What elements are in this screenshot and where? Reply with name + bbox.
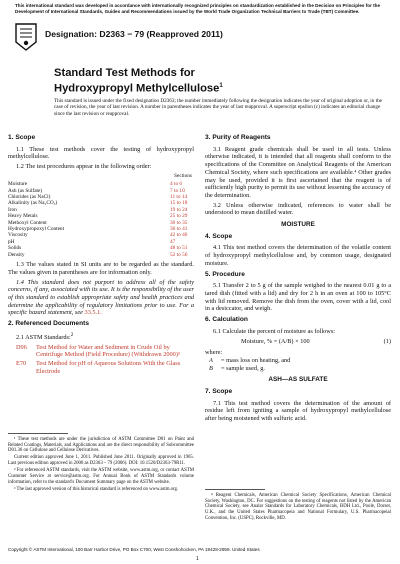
hazard-link[interactable]: 33.5.1.: [84, 309, 102, 317]
section-5-heading: 5. Procedure: [205, 270, 245, 278]
footnote-ref-2[interactable]: 2: [70, 331, 74, 338]
right-footnotes: [205, 485, 391, 523]
reference-title[interactable]: Test Method for pH of Aqueous Solutions With the Glass Electrode: [36, 359, 181, 375]
ash-heading: ASH—AS SULFATE: [268, 376, 328, 384]
where-block: [205, 349, 391, 372]
title-line-2-text: Hydroxypropyl Methylcellulose: [54, 82, 220, 95]
table-row: Alkalinity (as Na₂CO₃) 15 to 18: [8, 200, 188, 207]
section-1-heading: 1. Scope: [8, 134, 36, 141]
equation-text: Moisture, % = (A/B) × 100: [241, 338, 310, 346]
reference-code[interactable]: D96: [16, 343, 27, 351]
astm-logo-icon: [14, 22, 38, 52]
footnote-4: ⁴ Reagent Chemicals, American Chemical Society Specifications, American Chemical Society, Washington, DC. For suggestions on the testing of reagents not listed by the American Chemical Society, see Analar Standards for Laboratory Chemicals, BDH Ltd., Poole, Dorset, U.K., and the United States Pharmacopeia and National Formulary, U.S. Pharmacopeial Convention, Inc. (USPC), Rockville, MD.: [205, 492, 391, 522]
table-row: Moisture 4 to 6: [8, 181, 183, 188]
left-column: [8, 131, 194, 376]
table-row: Density 52 to 56: [8, 251, 188, 258]
table-row: Ash (as Sulfate) 7 to 10: [8, 187, 185, 194]
paragraph-3-2: 3.2 Unless otherwise indicated, references to water shall be understood to mean distilled water.: [205, 201, 391, 217]
where-label: where:: [205, 349, 223, 357]
left-footnotes: [8, 429, 194, 494]
table-row: Solids 48 to 51: [8, 245, 188, 252]
footnote-divider: [8, 433, 68, 434]
table-row: Chlorides (as NaCl) 11 to 14: [8, 194, 188, 201]
designation: Designation: D2363 − 79 (Reapproved 2011): [45, 29, 223, 39]
paragraph-1-4: [8, 279, 194, 318]
right-column: [205, 131, 391, 425]
paragraph-3-1: 3.1 Reagent grade chemicals shall be used in all tests. Unless otherwise indicated, it is intended that all reagents shall conform to the specifications of the Committee on Analytical Reagents of the American Chemical Society, where such specifications are available.⁴ Other grades may be used, provided it is first ascertained that the reagent is of sufficiently high purity to permit its use without lessening the accuracy of the determination.: [205, 145, 391, 199]
table-row: Heavy Metals 25 to 29: [8, 213, 188, 220]
section-2-heading: 2. Referenced Documents: [8, 320, 89, 328]
table-row: Methoxyl Content 30 to 35: [8, 219, 188, 226]
paragraph-1-2: 1.2 The test procedures appear in the following order:: [16, 163, 152, 171]
moisture-heading: MOISTURE: [281, 221, 315, 229]
astm-standards-label: 2.1 ASTM Standards:: [16, 333, 71, 341]
table-row: Iron 19 to 24: [8, 206, 188, 213]
footnote-1-edition: Current edition approved June 1, 2011. Published June 2011. Originally approved in 1965. Last previous edition approved in 2006 as D2363 – 79 (2006). DOI: 10.1520/D2363-79R11.: [8, 455, 194, 467]
title-line-1: Standard Test Methods for: [54, 67, 195, 79]
equation-1: [241, 338, 391, 346]
paragraph-1-3: 1.3 The values stated in SI units are to be regarded as the standard. The values given in parentheses are for information only.: [8, 261, 194, 276]
table-row: pH 47: [8, 238, 176, 245]
table-row: Viscosity 42 to 46: [8, 232, 188, 239]
safety-statement: 1.4 This standard does not purport to address all of the safety concerns, if any, associated with its use. It is the responsibility of the user of this standard to establish appropriate safety and health practices and determine the applicability of regulatory limitations prior to use. For a specific hazard statement, see: [8, 278, 194, 317]
where-row: B = sample used, g.: [209, 364, 265, 372]
where-row: A = mass loss on heating, and: [209, 356, 291, 364]
standard-note: This standard is issued under the fixed designation D2363; the number immediately following the designation indicates the year of original adoption or, in the case of revision, the year of last revision. A number in parentheses indicates the year of last reapproval. A superscript epsilon (ε) indicates an editorial change since the last revision or reapproval.: [54, 98, 382, 117]
section-7-heading: 7. Scope: [205, 387, 233, 395]
section-3-heading: 3. Purity of Reagents: [205, 134, 271, 141]
section-4-heading: 4. Scope: [205, 232, 233, 240]
footnote-2: ² For referenced ASTM standards, visit the ASTM website, www.astm.org, or contact ASTM Customer Service at service@astm.org. For Annual Book of ASTM Standards volume information, refer to the standard's Document Summary page on the ASTM website.: [8, 468, 194, 485]
footnote-divider: [205, 489, 265, 490]
contents-table: [8, 173, 194, 258]
reference-e70[interactable]: [16, 360, 194, 375]
paragraph-5-1: 5.1 Transfer 2 to 5 g of the sample weighed to the nearest 0.01 g to a tared dish (fitted with a lid) and dry for 2 h in an oven at 100 to 105°C with lid removed. Remove the dish from the oven, cover with a lid, cool in a desiccator, and weigh.: [205, 282, 391, 313]
equation-number: (1): [383, 338, 391, 346]
reference-title[interactable]: Test Method for Water and Sediment in Crude Oil by Centrifuge Method (Field Procedure) (Withdrawn 2000)³: [36, 343, 180, 359]
paragraph-2-1: [8, 332, 194, 342]
paragraph-6-1: 6.1 Calculate the percent of moisture as follows:: [213, 327, 336, 335]
footnote-1: ¹ These test methods are under the jurisdiction of ASTM Committee D01 on Paint and Related Coatings, Materials, and Applications and are the direct responsibility of Subcommittee D01.36 on Cellulose and Cellulose Derivatives.: [8, 436, 194, 454]
paragraph-4-1: 4.1 This test method covers the determination of the volatile content of hydroxypropyl methylcellulose and, by common usage, designated moisture.: [205, 244, 391, 267]
paragraph-1-1: 1.1 These test methods cover the testing of hydroxypropyl methylcellulose.: [8, 145, 194, 161]
contents-sections-label: Sections: [174, 172, 192, 179]
tbt-notice: This international standard was developed in accordance with internationally recognized principles on standardization established in the Decision on Principles for the Development of International Standards, Guides and Recommendations issued by the World Trade Organization Technical Barriers to Trade (TBT) Committee.: [15, 3, 381, 14]
title-footnote-ref[interactable]: 1: [219, 83, 223, 89]
page-number: 1: [196, 556, 199, 562]
copyright-line: Copyright © ASTM International, 100 Barr Harbor Drive, PO Box C700, West Conshohocken, PA 19428-2959. United States: [8, 547, 260, 552]
section-6-heading: 6. Calculation: [205, 316, 248, 324]
footnote-3: ³ The last approved version of this historical standard is referenced on www.astm.org.: [14, 486, 179, 492]
reference-code[interactable]: E70: [16, 359, 27, 367]
page-title: [54, 67, 223, 96]
paragraph-7-1: 7.1 This test method covers the determination of the amount of residue left from igniting a sample of hydroxypropyl methylcellulose after being moistened with sulfuric acid.: [205, 399, 391, 423]
title-line-2: [54, 80, 223, 96]
reference-d96[interactable]: [16, 344, 194, 359]
table-row: Hydroxypropoxyl Content 36 to 41: [8, 226, 188, 233]
